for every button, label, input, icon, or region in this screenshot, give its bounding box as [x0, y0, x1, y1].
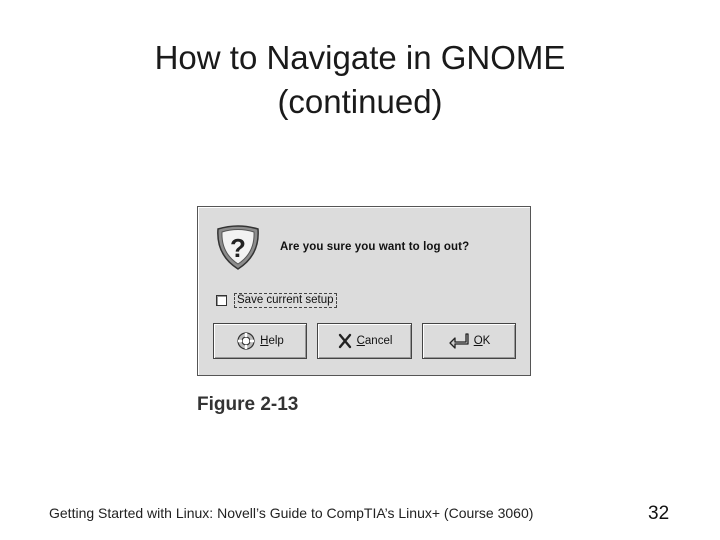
slide-title-line1: How to Navigate in GNOME [154, 39, 566, 76]
svg-text:?: ? [230, 233, 246, 263]
slide-title-line2: (continued) [277, 83, 443, 120]
logout-dialog [197, 206, 531, 376]
figure-caption: Figure 2-13 [197, 394, 299, 415]
logout-prompt: Are you sure you want to log out? [280, 241, 470, 253]
save-setup-label[interactable]: Save current setup [234, 293, 337, 308]
question-icon [212, 221, 264, 273]
cross-icon [337, 333, 353, 349]
cancel-button[interactable] [317, 323, 412, 359]
cancel-label: Cancel [356, 335, 393, 347]
ok-button[interactable] [422, 323, 516, 359]
page-number: 32 [648, 503, 670, 524]
ok-label: OK [473, 335, 491, 347]
help-button[interactable] [213, 323, 307, 359]
slide-footer: Getting Started with Linux: Novell’s Guide to CompTIA’s Linux+ (Course 3060) [49, 505, 534, 521]
slide-title [0, 36, 720, 124]
lifebuoy-icon [236, 331, 256, 351]
return-arrow-icon [448, 332, 470, 350]
save-setup-row[interactable] [216, 292, 337, 308]
save-setup-checkbox[interactable] [216, 295, 227, 306]
help-label: Help [260, 335, 284, 347]
